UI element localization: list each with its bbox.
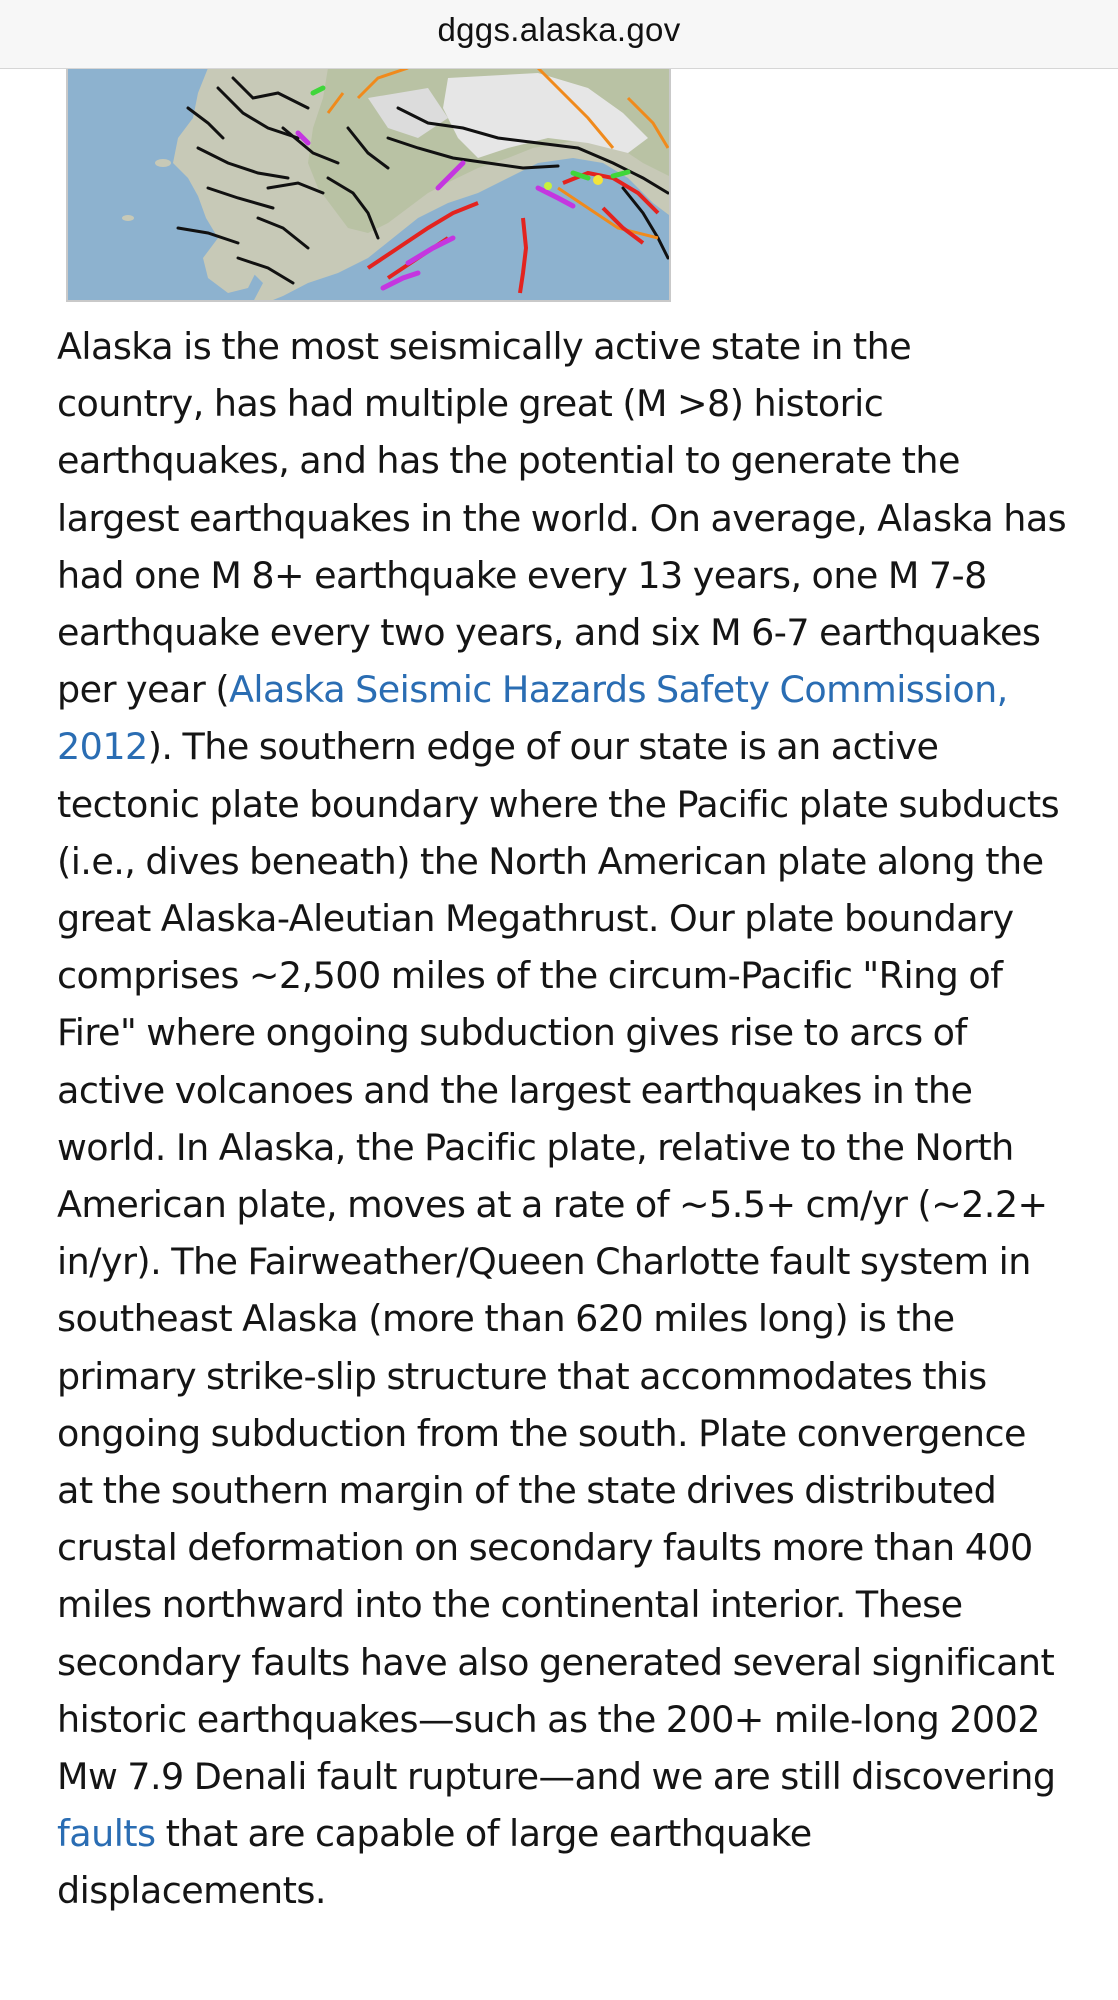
link-seismic-hazards-commission[interactable]: Alaska Seismic Hazards Safety Commission, 2012 bbox=[57, 668, 1008, 769]
article-text-2: ). The southern edge of our state is an active tectonic plate boundary where the Pacific plate subducts (i.e., dives beneath) the North American plate along the great Alaska-Aleutian Megathrust. Our plate boundary comprises ~2,500 miles of the circum-Pacific "Ring of Fire" where ongoing subduction gives rise to arcs of active volcanoes and the largest earthquakes in the world. In Alaska, the Pacific plate, relative to the North American plate, moves at a rate of ~5.5+ cm/yr (~2.2+ in/yr). The Fairweather/Queen Charlotte fault system in southeast Alaska (more than 620 miles long) is the primary strike-slip structure that accommodates this ongoing subduction from the south. Plate convergence at the southern margin of the state drives distributed crustal deformation on secondary faults more than 400 miles northward into the continental interior. These secondary faults have also generated several significant historic earthquakes—such as the 200+ mile-long 2002 Mw 7.9 Denali fault rupture—and we are still discovering bbox=[57, 725, 1060, 1799]
link-faults[interactable]: faults bbox=[57, 1812, 156, 1856]
article-paragraph bbox=[57, 318, 1067, 1920]
article-text-1: Alaska is the most seismically active state in the country, has had multiple great (M >8) historic earthquakes, and has the potential to generate the largest earthquakes in the world. On average, Alaska has had one M 8+ earthquake every 13 years, one M 7-8 earthquake every two years, and six M 6-7 earthquakes per year ( bbox=[57, 325, 1067, 712]
article-text-3: that are capable of large earthquake displacements. bbox=[57, 1812, 812, 1913]
alaska-fault-map-image bbox=[66, 68, 671, 302]
url-text[interactable]: dggs.alaska.gov bbox=[437, 11, 681, 48]
browser-url-bar[interactable] bbox=[0, 0, 1118, 69]
